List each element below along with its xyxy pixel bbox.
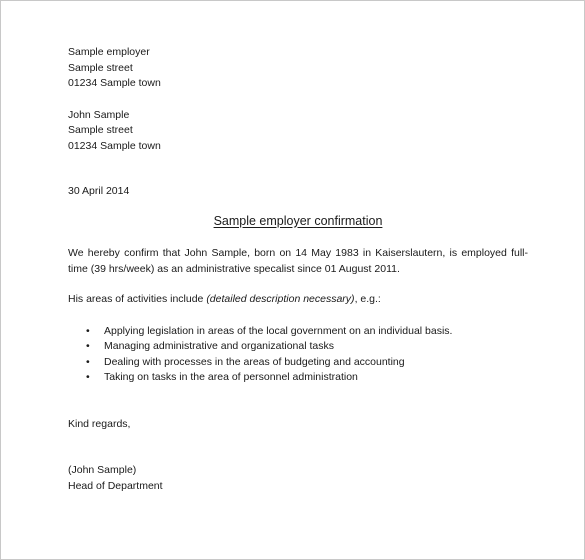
recipient-town: 01234 Sample town (68, 139, 161, 152)
signature-position: Head of Department (68, 479, 163, 492)
bullet-icon: • (86, 355, 90, 368)
task-text: Dealing with processes in the areas of budgeting and accounting (104, 355, 405, 368)
signature-name: (John Sample) (68, 464, 137, 476)
bullet-icon: • (86, 371, 90, 383)
bullet-icon: • (86, 324, 90, 337)
recipient-address (68, 108, 528, 155)
letter-body (68, 45, 528, 494)
bullet-icon: • (86, 340, 90, 352)
task-item (86, 355, 528, 371)
task-text: Applying legislation in areas of the local government on an individual basis. (104, 324, 453, 337)
areas-prefix: His areas of activities include (68, 293, 207, 305)
task-list (68, 324, 528, 386)
closing-phrase: Kind regards, (68, 417, 131, 430)
areas-suffix: , e.g.: (354, 293, 381, 305)
areas-intro (68, 292, 528, 308)
letter-date: 30 April 2014 (68, 185, 130, 197)
areas-emphasis: (detailed description necessary) (206, 293, 355, 305)
task-item (86, 324, 528, 340)
letter-title: Sample employer confirmation (213, 213, 383, 228)
recipient-street: Sample street (68, 124, 133, 136)
signature-block (68, 463, 528, 494)
sender-town: 01234 Sample town (68, 77, 161, 89)
task-text: Managing administrative and organizational tasks (104, 340, 334, 352)
confirmation-paragraph: We hereby confirm that John Sample, born on 14 May 1983 in Kaiserslautern, is employed full-time (39 hrs/week) as an administrative specalist since 01 August 2011. (68, 247, 528, 275)
recipient-name: John Sample (68, 108, 130, 121)
sender-street: Sample street (68, 61, 133, 74)
sender-address (68, 45, 528, 92)
sender-name: Sample employer (68, 46, 150, 58)
task-item (86, 339, 528, 355)
task-text: Taking on tasks in the area of personnel administration (104, 371, 358, 383)
task-item (86, 370, 528, 386)
